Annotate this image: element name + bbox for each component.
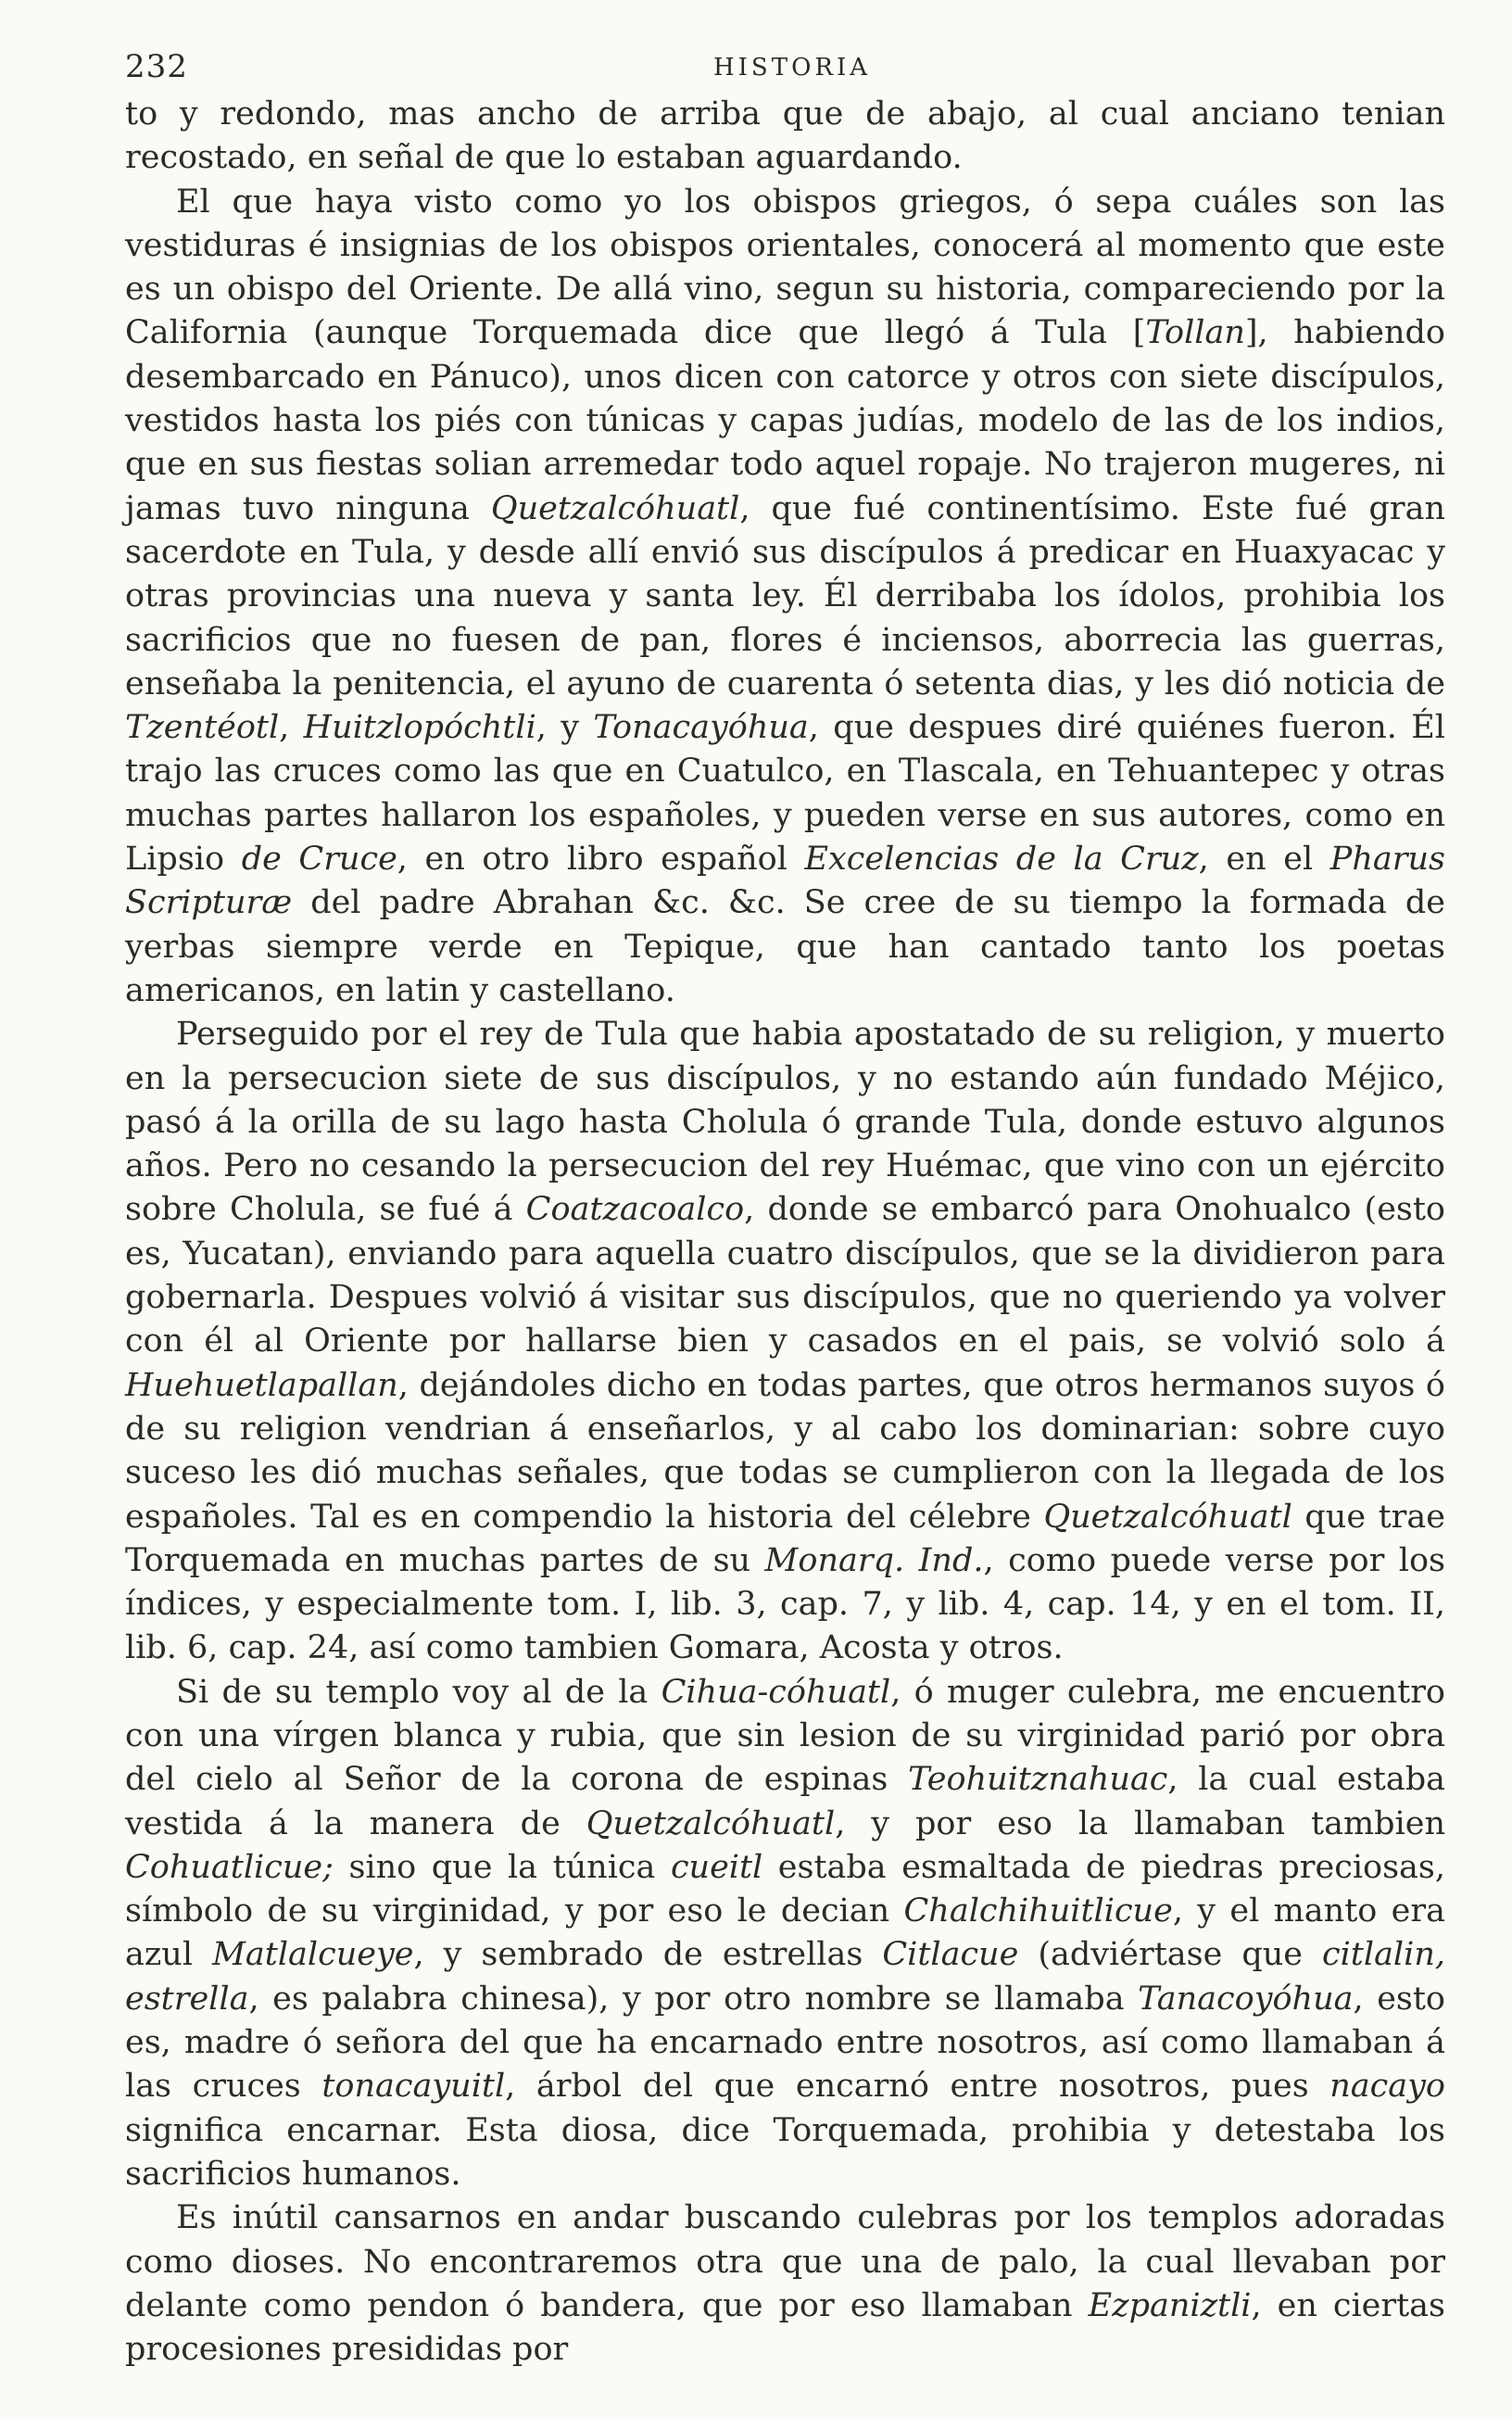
italic-term: Quetzalcóhuatl (490, 489, 740, 527)
italic-term: Matlalcueye (212, 1936, 414, 1974)
text-run: , y por eso la llamaban tambien (835, 1804, 1446, 1842)
italic-term: Chalchihuitlicue (903, 1892, 1173, 1930)
text-run: , esto es, madre ó señora del que ha encarnado entre nosotros, así como llamaban á las cruces (125, 1980, 1446, 2106)
italic-term: Coatzacoalco (525, 1191, 745, 1229)
italic-term: Ezpaniztli (1088, 2286, 1252, 2324)
italic-term: citlalin, estrella (125, 1936, 1445, 2018)
text-run: , en ciertas procesiones presididas por (125, 2286, 1446, 2369)
italic-term: Tzentéotl (125, 709, 280, 747)
italic-term: Cihua-cóhuatl (661, 1673, 891, 1711)
text-run: , que fué continentísimo. Este fué gran sacerdote en Tula, y desde allí envió sus discípulos á predicar en Huaxyacac y otras provincias una nueva y santa ley. Él derribaba los ídolos, prohibia los sacrificios que no fuesen de pan, flores é inciensos, aborrecia las guerras, enseñaba la penitencia, el ayuno de cuarenta ó setenta dias, y les dió noticia de (125, 489, 1445, 702)
italic-term: Tollan (1145, 314, 1245, 352)
italic-term: Tanacoyóhua (1138, 1980, 1354, 2018)
text-run: , es palabra chinesa), y por otro nombre se llamaba (248, 1980, 1139, 2018)
text-run: , donde se embarcó para Onohualco (esto es, Yucatan), enviando para aquella cuatro discípulos, que se la dividieron para gobernarla. Despues volvió á visitar sus discípulos, que no queriendo ya volver con él al Oriente por hallarse bien y casados en el pais, se volvió solo á (125, 1191, 1445, 1360)
italic-term: Huehuetlapallan (125, 1366, 398, 1404)
text-run: , ó muger culebra, me encuentro con una vírgen blanca y rubia, que sin lesion de su virginidad parió por obra del cielo al Señor de la corona de espinas (125, 1673, 1445, 1799)
italic-term: tonacayuitl (321, 2068, 506, 2106)
text-run: , en otro libro español (397, 841, 805, 879)
text-run: Es inútil cansarnos en andar buscando culebras por los templos adoradas como dioses. No encontraremos otra que una de palo, la cual llevaban por delante como pendon ó bandera, que por eso llamaban (125, 2199, 1445, 2324)
text-run: sino que la túnica (333, 1848, 671, 1886)
running-head: HISTORIA (712, 54, 872, 82)
paragraph (125, 1013, 1445, 1670)
text-run: , en el (1198, 841, 1330, 879)
text-run: , como puede verse por los índices, y especialmente tom. I, lib. 3, cap. 7, y lib. 4, cap. 14, y en el tom. II, lib. 6, cap. 24, así como tambien Gomara, Acosta y otros. (125, 1541, 1445, 1667)
paragraph (125, 93, 1445, 181)
page-number: 232 (125, 48, 188, 85)
text-run: , y sembrado de estrellas (413, 1936, 883, 1974)
text-run: , árbol del que encarnó entre nosotros, pues (505, 2068, 1330, 2106)
text-run: to y redondo, mas ancho de arriba que de abajo, al cual anciano tenian recostado, en señal de que lo estaban aguardando. (125, 95, 1445, 177)
italic-term: nacayo (1329, 2068, 1445, 2106)
text-run: , y (536, 709, 594, 747)
italic-term: Monarq. Ind. (764, 1541, 984, 1579)
page-body (125, 93, 1445, 2372)
text-run: , dejándoles dicho en todas partes, que otros hermanos suyos ó de su religion vendrian á enseñarlos, y al cabo los dominarian: sobre cuyo suceso les dió muchas señales, que todas se cumplieron con la llegada de los españoles. Tal es en compendio la historia del célebre (125, 1366, 1445, 1536)
text-run: , (279, 709, 304, 747)
italic-term: Quetzalcóhuatl (586, 1804, 836, 1842)
text-run: que trae Torquemada en muchas partes de su (125, 1498, 1445, 1579)
paragraph (125, 1671, 1445, 2197)
page-header (125, 48, 1459, 95)
italic-term: Excelencias de la Cruz (804, 841, 1199, 879)
text-run: El que haya visto como yo los obispos griegos, ó sepa cuáles son las vestiduras é insignias de los obispos orientales, conocerá al momento que este es un obispo del Oriente. De allá vino, segun su historia, compareciendo por la California (aunque Torquemada dice que llegó á Tula [ (125, 183, 1445, 352)
text-run: estaba esmaltada de piedras preciosas, símbolo de su virginidad, y por eso le decian (125, 1848, 1445, 1930)
text-run: del padre Abrahan &c. &c. Se cree de su tiempo la formada de yerbas siempre verde en Tepique, que han cantado tanto los poetas americanos, en latin y castellano. (125, 884, 1445, 1009)
text-run: significa encarnar. Esta diosa, dice Torquemada, prohibia y detestaba los sacrificios humanos. (125, 2111, 1445, 2193)
text-run: (adviértase que (1018, 1936, 1323, 1974)
text-run: , y el manto era azul (125, 1892, 1445, 1974)
paragraph (125, 2196, 1445, 2372)
text-run: ], habiendo desembarcado en Pánuco), unos dicen con catorce y otros con siete discípulos, vestidos hasta los piés con túnicas y capas judías, modelo de las de los indios, que en sus fiestas solian arremedar todo aquel ropaje. No trajeron mugeres, ni jamas tuvo ninguna (125, 314, 1445, 527)
italic-term: Quetzalcóhuatl (1043, 1498, 1292, 1536)
text-run: Si de su templo voy al de la (176, 1673, 662, 1711)
italic-term: cueitl (670, 1848, 763, 1886)
text-run: , la cual estaba vestida á la manera de (125, 1761, 1445, 1842)
italic-term: Cohuatlicue; (125, 1848, 334, 1886)
italic-term: Citlacue (882, 1936, 1019, 1974)
text-run: Perseguido por el rey de Tula que habia apostatado de su religion, y muerto en la persecucion siete de sus discípulos, y no estando aún fundado Méjico, pasó á la orilla de su lago hasta Cholula ó grande Tula, donde estuvo algunos años. Pero no cesando la persecucion del rey Huémac, que vino con un ejército sobre Cholula, se fué á (125, 1016, 1445, 1229)
italic-term: Tonacayóhua (593, 709, 809, 747)
italic-term: de Cruce (241, 841, 397, 879)
text-run: , que despues diré quiénes fueron. Él trajo las cruces como las que en Cuatulco, en Tlascala, en Tehuantepec y otras muchas partes hallaron los españoles, y pueden verse en sus autores, como en Lipsio (125, 709, 1445, 879)
italic-term: Huitzlopóchtli (303, 709, 536, 747)
italic-term: Teohuitznahuac (908, 1761, 1168, 1799)
paragraph (125, 181, 1445, 1014)
italic-term: Pharus Scripturæ (125, 841, 1445, 922)
